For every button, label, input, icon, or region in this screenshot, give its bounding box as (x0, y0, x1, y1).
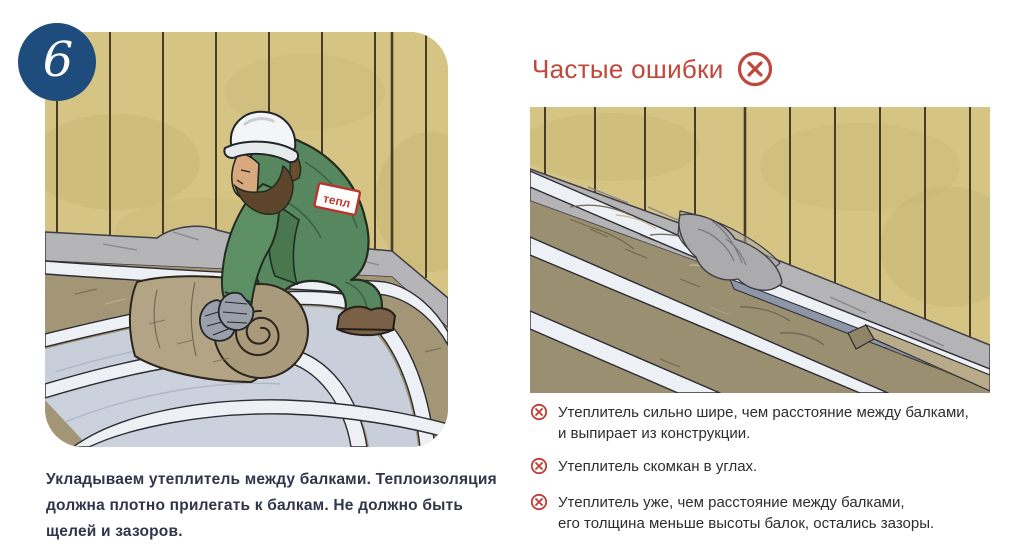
error-icon (530, 403, 548, 421)
error-icon (530, 457, 548, 475)
mistake-3-line-1: Утеплитель уже, чем расстояние между балками, (558, 494, 905, 511)
step-caption (46, 467, 497, 545)
caption-line-1: Укладываем утеплитель между балками. Теплоизоляция (46, 471, 497, 488)
mistake-3-line-2: его толщина меньше высоты балок, остались зазоры. (558, 515, 935, 532)
mistake-2-line-1: Утеплитель скомкан в углах. (558, 458, 758, 475)
left-illustration (42, 32, 448, 447)
mistake-item-1 (530, 402, 969, 444)
heading-text: Частые ошибки (532, 53, 724, 84)
mistake-1-line-1: Утеплитель сильно шире, чем расстояние между балками, (558, 404, 969, 421)
caption-line-3: щелей и зазоров. (46, 523, 183, 540)
step-number-badge (18, 23, 96, 101)
right-illustration (530, 107, 990, 393)
error-icon (530, 493, 548, 511)
worker-shoe (337, 307, 395, 336)
mistake-1-line-2: и выпирает из конструкции. (558, 425, 751, 442)
worker-logo-text: тепл (321, 191, 352, 211)
caption-line-2: должна плотно прилегать к балкам. Не должно быть (46, 497, 464, 514)
error-circle-icon (736, 50, 774, 88)
mistake-item-2 (530, 456, 757, 477)
mistake-item-3 (530, 492, 934, 534)
common-mistakes-heading (532, 50, 774, 88)
step-number: 6 (42, 32, 74, 88)
